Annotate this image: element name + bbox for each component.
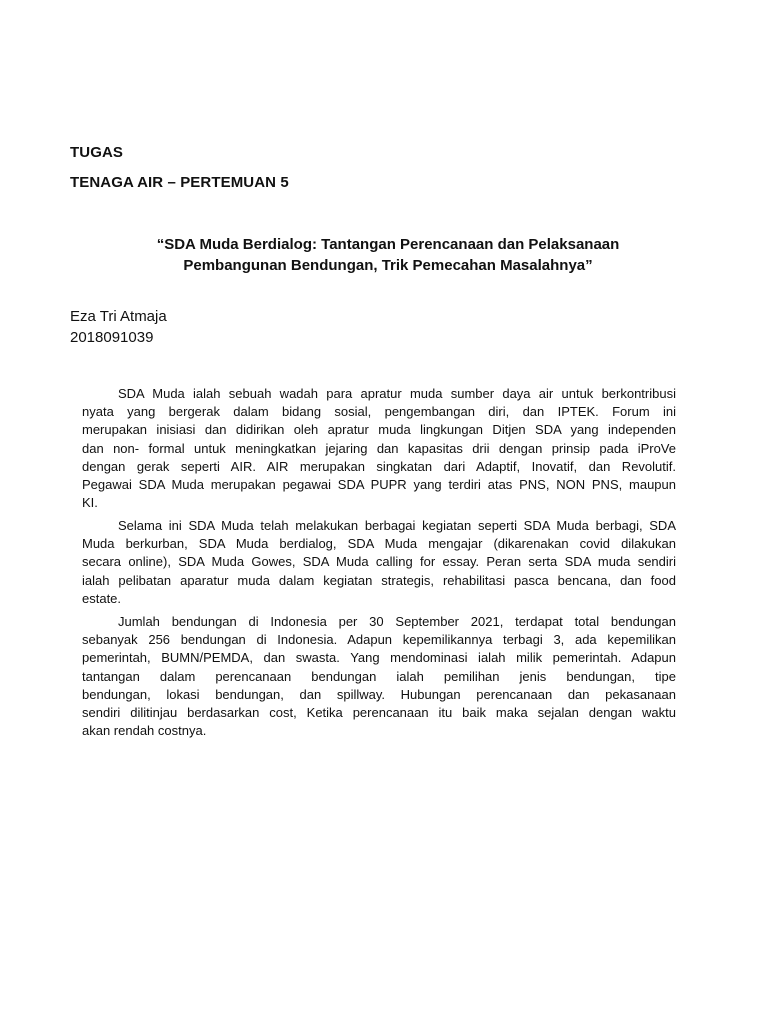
paragraph-line: merupakan inisiasi dan didirikan oleh apratur muda lingkungan Ditjen SDA yang independen bbox=[82, 422, 676, 438]
assignment-heading: TUGAS bbox=[70, 144, 123, 161]
paragraph-line: bendungan, lokasi bendungan, dan spillway. Hubungan perencanaan dan pekasanaan bbox=[82, 686, 676, 702]
paragraph-activities bbox=[82, 517, 676, 608]
essay-title bbox=[80, 234, 696, 276]
essay-title-line: “SDA Muda Berdialog: Tantangan Perencanaan dan Pelaksanaan bbox=[156, 236, 620, 253]
paragraph-line: akan rendah costnya. bbox=[82, 723, 207, 739]
paragraph-line: sebanyak 256 bendungan di Indonesia. Adapun kepemilikannya terbagi 3, ada kepemilikan bbox=[82, 632, 676, 648]
paragraph-line: Pegawai SDA Muda merupakan pegawai SDA PUPR yang terdiri atas PNS, NON PNS, maupun bbox=[82, 476, 676, 492]
author-student-id: 2018091039 bbox=[70, 329, 154, 346]
paragraph-line: dengan gerak seperti AIR. AIR merupakan singkatan dari Adaptif, Inovatif, dan Revolutif. bbox=[82, 458, 676, 474]
paragraph-line: Selama ini SDA Muda telah melakukan berbagai kegiatan seperti SDA Muda berbagi, SDA bbox=[118, 518, 676, 533]
course-heading: TENAGA AIR – PERTEMUAN 5 bbox=[70, 174, 289, 191]
paragraph-line: KI. bbox=[82, 495, 98, 511]
paragraph-line: nyata yang bergerak dalam bidang sosial, pengembangan diri, dan IPTEK. Forum ini bbox=[82, 404, 676, 420]
paragraph-line: ialah pelibatan aparatur muda dalam kegiatan strategis, rehabilitasi pasca bencana, dan food bbox=[82, 572, 676, 588]
paragraph-line: sendiri dilitinjau berdasarkan cost, Ketika perencanaan itu baik maka sejalan dengan waktu bbox=[82, 704, 676, 720]
paragraph-line: dan non- formal untuk meningkatkan jejaring dan kapasitas drii dengan prinsip pada iProVe bbox=[82, 440, 676, 456]
paragraph-sda-muda bbox=[82, 385, 676, 512]
paragraph-line: SDA Muda ialah sebuah wadah para apratur muda sumber daya air untuk berkontribusi bbox=[118, 386, 676, 401]
paragraph-line: secara online), SDA Muda Gowes, SDA Muda calling for essay. Peran serta SDA muda sendiri bbox=[82, 554, 676, 570]
paragraph-line: pemerintah, BUMN/PEMDA, dan swasta. Yang mendominasi ialah milik pemerintah. Adapun bbox=[82, 650, 676, 666]
paragraph-line: tantangan dalam perencanaan bendungan ialah pemilihan jenis bendungan, tipe bbox=[82, 668, 676, 684]
paragraph-line: estate. bbox=[82, 590, 122, 606]
paragraph-line: Muda berkurban, SDA Muda berdialog, SDA Muda mengajar (dikarenakan covid dilakukan bbox=[82, 536, 676, 552]
paragraph-line: Jumlah bendungan di Indonesia per 30 September 2021, terdapat total bendungan bbox=[118, 614, 676, 629]
author-name: Eza Tri Atmaja bbox=[70, 308, 167, 325]
essay-title-line: Pembangunan Bendungan, Trik Pemecahan Masalahnya” bbox=[183, 257, 593, 274]
paragraph-dams bbox=[82, 613, 676, 740]
